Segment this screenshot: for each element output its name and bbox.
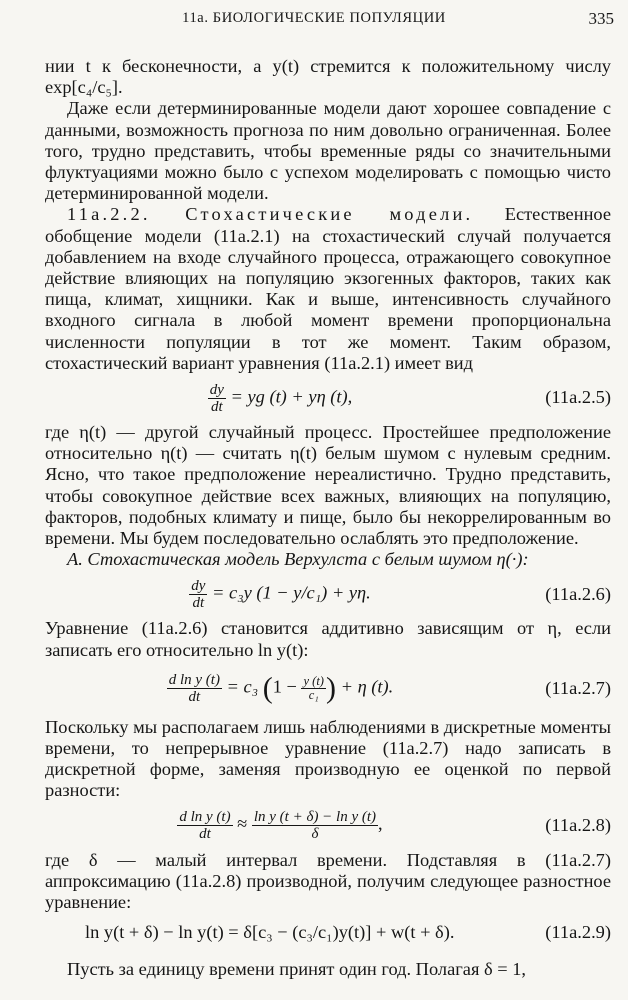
fraction-dy-dt: $\frac{dy}{dt}$ bbox=[191, 577, 206, 611]
paragraph-white-noise: где η(t) — другой случайный процесс. Простейшее предположение относительно η(t) — считать η(t) белым шумом с нулевым средним. Ясно, что такое предположение нереалистично. Трудно представить, чтобы совокупное действие всех важных, влияющих на популяцию, факторов, подобных климату и пище, было бы некоррелированным во времени. Мы будем последовательно ослаблять это предположение. bbox=[45, 422, 611, 549]
subsection-verhulst: A. Стохастическая модель Верхулста с белым шумом η(·): bbox=[67, 549, 529, 570]
equation-11a-2-9 bbox=[45, 919, 611, 945]
section-text: Естественное обобщение модели (11a.2.1) на стохастический случай получается добавлением на входе случайного процесса, отражающего совокупное действие влияющих на популяцию экзогенных факторов, таких как пища, климат, хищники. Как и выше, интенсивность случайного входного сигнала в любой момент времени пропорциональна численности популяции в тот же момент. Таким образом, стохастический вариант уравнения (11a.2.1) имеет вид bbox=[45, 204, 611, 373]
equation-11a-2-6 bbox=[45, 574, 611, 614]
page-body bbox=[45, 56, 611, 981]
paragraph-deterministic-limits: Даже если детерминированные модели дают хорошее совпадение с данными, возможность прогноза по ним довольно ограниченная. Более того, трудно представить, чтобы временные ряды со значительными флуктуациями можно было с успехом моделировать с помощью чисто детерминированной модели. bbox=[45, 98, 611, 204]
fraction-dlny-dt: $\frac{\text{d ln y (t)}}{dt}$ bbox=[168, 672, 220, 706]
equation-body: $\frac{\text{d ln y (t)}}{dt}$ ≈ $\frac{\text{ln y (t + δ) − ln y (t)}}{\delta}$ , bbox=[179, 809, 383, 843]
equation-body bbox=[45, 578, 515, 611]
fraction-y-c1: $\frac{y (t)}{\text{c₁}}$ bbox=[303, 674, 324, 703]
equation-rhs: = c₃y (1 − y/c₁) + yη. bbox=[207, 582, 371, 603]
equation-body: ln y(t + δ) − ln y(t) = δ[c₃ − (c₃/c₁)y(t)] + w(t + δ). bbox=[85, 921, 455, 942]
equation-number: (11a.2.8) bbox=[545, 815, 611, 836]
equation-body bbox=[45, 382, 515, 415]
fraction-dy-dt: $\frac{dy}{dt}$ bbox=[209, 381, 224, 415]
page-header bbox=[0, 8, 628, 32]
paragraph-continuation: нии t к бесконечности, а y(t) стремится к положительному числу exp[c₄/c₅]. bbox=[45, 56, 611, 98]
equation-body: $\frac{\text{d ln y (t)}}{dt}$ = c₃ (1 − $\frac{y (t)}{\text{c₁}}$ ) + η (t). bbox=[168, 671, 394, 706]
equation-number: (11a.2.5) bbox=[545, 387, 611, 408]
section-heading: 11a.2.2. Стохастические модели. bbox=[67, 204, 474, 225]
paragraph-additive: Уравнение (11a.2.6) становится аддитивно зависящим от η, если записать его относительно ln y(t): bbox=[45, 618, 611, 660]
equation-number: (11a.2.7) bbox=[545, 678, 611, 699]
running-head: 11a. БИОЛОГИЧЕСКИЕ ПОПУЛЯЦИИ bbox=[182, 10, 446, 26]
paragraph-stochastic-models bbox=[45, 204, 611, 374]
page-number: 335 bbox=[588, 9, 614, 28]
equation-11a-2-8 bbox=[45, 806, 611, 846]
equation-11a-2-7 bbox=[45, 665, 611, 713]
equation-11a-2-5 bbox=[45, 378, 611, 418]
fraction-difference: $\frac{\text{ln y (t + δ) − ln y (t)}}{\delta}$ bbox=[253, 809, 377, 843]
fraction-dlny-dt: $\frac{\text{d ln y (t)}}{dt}$ bbox=[179, 809, 231, 843]
equation-number: (11a.2.6) bbox=[545, 583, 611, 604]
paragraph-discrete: Поскольку мы располагаем лишь наблюдениями в дискретные моменты времени, то непрерывное уравнение (11a.2.7) надо записать в дискретной форме, заменяя производную ее оценкой по первой разности: bbox=[45, 716, 611, 801]
equation-number: (11a.2.9) bbox=[545, 921, 611, 942]
equation-rhs: = yg (t) + yη (t), bbox=[225, 386, 353, 407]
paragraph-substitution: где δ — малый интервал времени. Подставляя в (11a.2.7) аппроксимацию (11a.2.8) производной, получим следующее разностное уравнение: bbox=[45, 849, 611, 913]
paragraph-unit-time: Пусть за единицу времени принят один год. Полагая δ = 1, bbox=[67, 959, 527, 980]
